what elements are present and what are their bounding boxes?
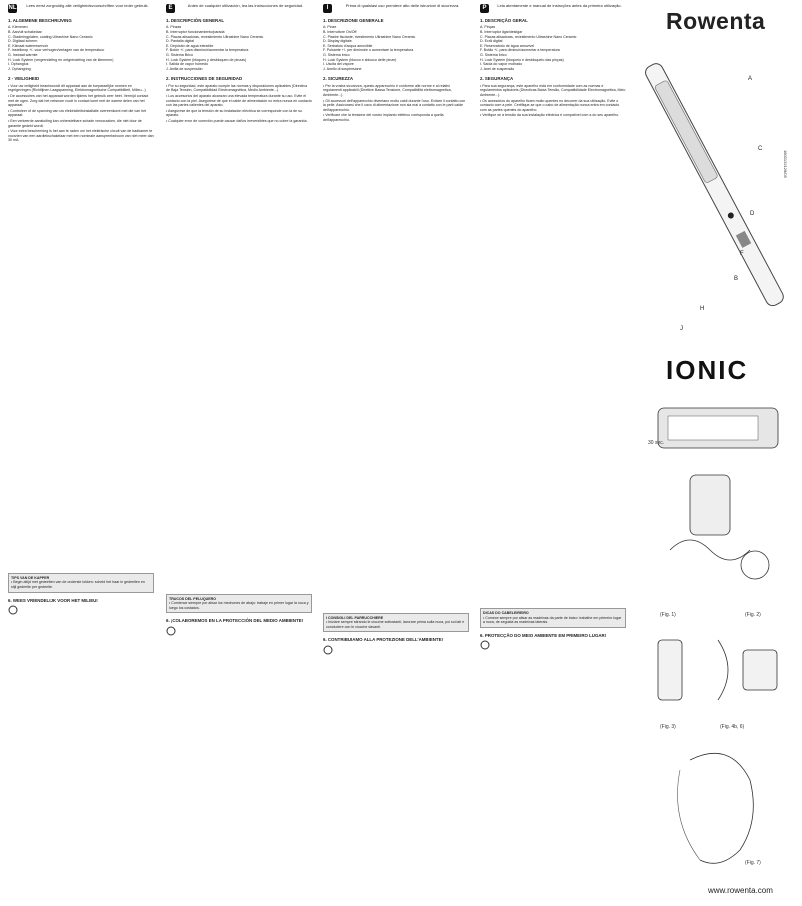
bottle-illustration: [648, 620, 788, 720]
paragraph: • Controleer of de spanning van uw elektriciteitsinstallatie overeenkomt met die van het apparaat.: [8, 108, 147, 118]
list-item: D. Display digitale: [323, 39, 352, 44]
paragraph: • Verificare che la tensione del vostro impianto elettrico corrisponda a quella dell'apparecchio.: [323, 113, 444, 122]
header-text: Prima di qualsiasi uso prendere atto delle istruzioni di sicurezza.: [345, 4, 460, 8]
figure-label: (Fig. 4b, 6): [720, 724, 745, 730]
list-item: J. Ophangring: [8, 66, 31, 71]
header-text: Antes de cualquier utilización, lea las instrucciones de seguridad.: [187, 4, 304, 8]
list-item: H. Lock System (vergrendeling en ontgrendeling van de klemmen): [8, 57, 114, 62]
steam-plate-illustration: [648, 398, 788, 458]
language-badge: NL: [8, 5, 17, 11]
section-title: 6. ¡COLABOREMOS EN LA PROTECCIÓN DEL MEDIO AMBIENTE!: [166, 618, 304, 624]
column-header: [166, 4, 312, 13]
recycle-icon: [480, 640, 490, 650]
parts-list: [323, 25, 469, 71]
tips-box: [166, 594, 312, 614]
tips-text: • Comece sempre por alisar as madeixas da parte de baixo: trabalhe em primeiro lugar a nuca, de seguida as madeixas laterais.: [483, 615, 622, 625]
section-title: 2. SICUREZZA: [323, 76, 354, 82]
recycle-row: [8, 605, 154, 615]
recycle-icon: [323, 645, 333, 655]
tips-title: DICAS DO CABELEIREIRO: [483, 610, 529, 615]
list-item: B. Interruptor funcionamiento/parada: [166, 30, 225, 34]
list-item: A. Pinzas: [166, 25, 182, 30]
list-item: G. Sistema Brico: [166, 52, 193, 57]
language-badge: P: [480, 4, 489, 13]
timer-label: 30 sec.: [648, 440, 665, 446]
list-item: J. Anilla de suspensión: [166, 66, 203, 71]
list-item: D. Pantalla digital: [166, 39, 194, 44]
column-pt: [480, 4, 626, 902]
tips-text: • Begin altijd met gedeelten van de onderste lokken: scheid het haar in gedeelten en stijl gedeelte per gedeelte.: [11, 580, 145, 590]
list-item: E. Klimaat waterreservoir: [8, 43, 49, 48]
svg-text:B: B: [734, 276, 739, 282]
paragraph: • Los accesorios del aparato alcanzan una elevada temperatura durante su uso. Evite el contacto con la piel. Asegúrese de que el cable de alimentación no entra nunca en contacto con las partes calientes del aparato.: [166, 93, 312, 108]
list-item: C. Piastre lisciante, rivestimento Ultrashine Nano Ceramic: [323, 34, 416, 39]
column-header: [480, 4, 626, 13]
recycle-icon: [166, 626, 176, 636]
paragraph: • Gli accessori dell'apparecchio diventano molto caldi durante l'uso. Evitare il contatto con la pelle. Assicurarsi che il cavo di alimentazione non sia mai a contatto con le parti calde dell'apparecchio.: [323, 98, 466, 112]
section-title: 2 - VEILIGHEID: [8, 76, 40, 82]
paragraph: • Verifique se a tensão da sua instalação eléctrica é compatível com a do seu aparelho.: [480, 113, 620, 118]
tips-title: TIPS VAN DE KAPPER: [11, 575, 50, 580]
hair-straightener-illustration: [640, 40, 790, 340]
list-item: E. Serbatoio d'acqua amovibile: [323, 43, 373, 48]
list-item: J. Anel de suspensão: [480, 66, 515, 71]
section-title: 1. DESCRIÇÃO GERAL: [480, 18, 528, 23]
svg-text:C: C: [758, 146, 763, 152]
list-item: H. Lock System (bloqueio e desbloqueio das pinças): [480, 57, 564, 62]
list-item: E. Depósito de agua extraíble: [166, 43, 214, 48]
list-item: C. Placas alisadoras, revestimento Ultrashine Nano Ceramic: [480, 34, 577, 39]
paragraph: • Voor uw veiligheid beantwoordt dit apparaat aan de toepasselijke normen en regelgevingen (Richtlijnen Laagspanning, Elektromagnetische Compatibiliteit, Milieu...): [8, 83, 146, 93]
paragraph: • Een verkeerde aansluiting kan onherstelbare schade veroorzaken, die niet door de garantie gedekt wordt.: [8, 118, 142, 128]
tips-box: [480, 608, 626, 628]
recycle-row: [323, 645, 469, 655]
list-item: B. Interruptor ligar/desligar: [480, 30, 523, 34]
section-title: 6. PROTECÇÃO DO MEIO AMBIENTE EM PRIMEIRO LUGAR!: [480, 632, 607, 638]
tips-title: TRUCOS DEL PELUQUERO: [169, 596, 217, 601]
list-item: G. Instraat warmte: [8, 52, 38, 57]
list-item: F. Instelknop +/- voor verhogen/verlagen van de temperatuur: [8, 48, 105, 53]
section-title: 1. DESCRIPCIÓN GENERAL: [166, 18, 225, 23]
list-item: G. Sistema brico: [323, 52, 350, 57]
section-title: 6. WEES VRIENDELIJK VOOR HET MILIEU!: [8, 597, 98, 603]
tips-text: • Comience siempre por alisar los mechones de abajo: trabaje en primer lugar la nuca y luego los costados.: [169, 601, 309, 610]
header-text: Lees eerst zorgvuldig alle veiligheidsvoorschriften voor ieder gebruik.: [26, 4, 149, 8]
column-it: [323, 4, 469, 902]
column-es: [166, 4, 312, 902]
parts-list: [480, 25, 626, 71]
svg-text:J: J: [680, 326, 683, 332]
recycle-row: [480, 640, 626, 650]
list-item: I. Uscita del vapore: [323, 62, 354, 67]
figure-label: (Fig. 3): [660, 724, 676, 730]
section-title: 2. INSTRUCCIONES DE SEGURIDAD: [166, 76, 243, 82]
paragraph: • Os acessórios do aparelho ficam muito quentes no decorrer da sua utilização. Evite o contacto com a pele. Certifique-se que o cabo de alimentação nunca entra em contacto com as partes quentes do aparelho.: [480, 98, 620, 112]
list-item: J. Anello di sospensione: [323, 66, 362, 71]
list-item: C. Gladeringplaten, coating Ultrashine Nano Ceramic: [8, 34, 93, 39]
head-profile-illustration: [650, 740, 790, 880]
column-header: [323, 4, 469, 13]
list-item: A. Klemmen: [8, 25, 28, 30]
figure-label: (Fig. 7): [745, 860, 761, 866]
svg-text:H: H: [700, 306, 705, 312]
paragraph: • Cualquier error de conexión puede causar daños irreversibles que no cubre la garantía.: [166, 118, 308, 123]
list-item: E. Reservatório de água amovível: [480, 43, 535, 48]
section-title: 1. DESCRIZIONE GENERALE: [323, 18, 384, 23]
recycle-icon: [8, 605, 18, 615]
list-item: F. Botão +/- para diminuir/aumentar a temperatura: [480, 48, 560, 53]
list-item: C. Placas alisadoras, revestimiento Ultrashine Nano Ceramic: [166, 34, 264, 39]
paragraph: • Voor extra bescherming is het aan te raden om het elektrische circuit van de badkamer te voorzien van een aardlekschakelaar met een nominale aanspreekstroom van niet meer dan 30 mA.: [8, 129, 154, 143]
svg-text:F: F: [740, 251, 744, 257]
list-item: B. Aan/uit schakelaar: [8, 30, 42, 34]
column-header: [8, 4, 154, 13]
list-item: I. Salida de vapor húmedo: [166, 62, 208, 67]
figure-label: (Fig. 2): [745, 612, 761, 618]
list-item: G. Sistema brico: [480, 52, 507, 57]
list-item: I. Saída do vapor molhado: [480, 62, 523, 67]
list-item: D. Digitaal scherm: [8, 39, 38, 44]
tips-box: [8, 573, 154, 593]
parts-list: [8, 25, 154, 71]
website-url: www.rowenta.com: [708, 886, 773, 895]
list-item: F. Pulsante +/- per diminuire o aumentare la temperatura: [323, 48, 414, 53]
paragraph: • Para sua segurança, este aparelho está em conformidade com as normas e regulamentos aplicáveis (Directivas Baixa Tensão, Compatibilidade Electromagnética, Meio Ambiente...).: [480, 83, 626, 97]
svg-text:A: A: [748, 76, 753, 82]
list-item: F. Botón +/- para disminuir/aumentar la temperatura: [166, 48, 249, 53]
figure-label: (Fig. 1): [660, 612, 676, 618]
list-item: D. Ecrã digital: [480, 39, 503, 44]
section-title: 1. ALGEMENE BESCHRIJVING: [8, 18, 72, 23]
recycle-row: [166, 626, 312, 636]
language-badge: I: [323, 4, 332, 13]
parts-list: [166, 25, 312, 71]
tips-title: I CONSIGLI DEL PARRUCCHIERE: [326, 615, 384, 620]
list-item: H. Lock System (bloqueo y desbloqueo de pinzas): [166, 57, 247, 62]
paragraph: • Por su seguridad, este aparato cumple las normas y disposiciones aplicables (Directiva de Baja Tensión, Compatibilidad Electromagnética, Medio Ambiente...).: [166, 83, 308, 93]
tips-text: • Iniziare sempre stirando le ciocche sottostanti, lavorare prima sulla nuca, poi sui lati e concludere con le ciocche davanti.: [326, 620, 465, 629]
product-code: 1800132126/05: [783, 150, 788, 178]
section-title: 2. SEGURANÇA: [480, 76, 514, 82]
water-tank-illustration: [650, 470, 790, 600]
paragraph: • De accessoires van het apparaat worden tijdens het gebruik zeer heet. Vermijd contact met de ogen. Zorg dat het netsnoer nooit in contact komt met de warme delen van het apparaat.: [8, 93, 149, 108]
list-item: H. Lock System (blocco e sblocco delle pinze): [323, 57, 397, 62]
product-name: IONIC: [666, 355, 749, 385]
brand-logo: Rowenta: [666, 8, 766, 34]
svg-text:D: D: [750, 211, 755, 217]
language-badge: E: [166, 4, 175, 13]
list-item: B. Interruttore On/Off: [323, 30, 357, 34]
list-item: A. Pinze: [323, 25, 337, 30]
header-text: Leia atentamente e manual de instruções antes da primeira utilização.: [497, 4, 622, 8]
column-nl: [8, 4, 154, 902]
list-item: A. Pinças: [480, 25, 496, 30]
paragraph: • Per la vostra sicurezza, questo apparecchio è conforme alle norme e ai relativi regolamenti applicabili (Direttive Bassa Tensione, Compatibilità elettromagnetica, Ambiente...).: [323, 83, 452, 97]
paragraph: • Asegúrese de que la tensión de su instalación eléctrica se corresponde con la de su aparato.: [166, 108, 302, 118]
list-item: I. Ophanglus: [8, 62, 29, 67]
section-title: 6. CONTRIBUIAMO ALLA PROTEZIONE DELL'AMBIENTE!: [323, 637, 443, 643]
tips-box: [323, 613, 469, 633]
